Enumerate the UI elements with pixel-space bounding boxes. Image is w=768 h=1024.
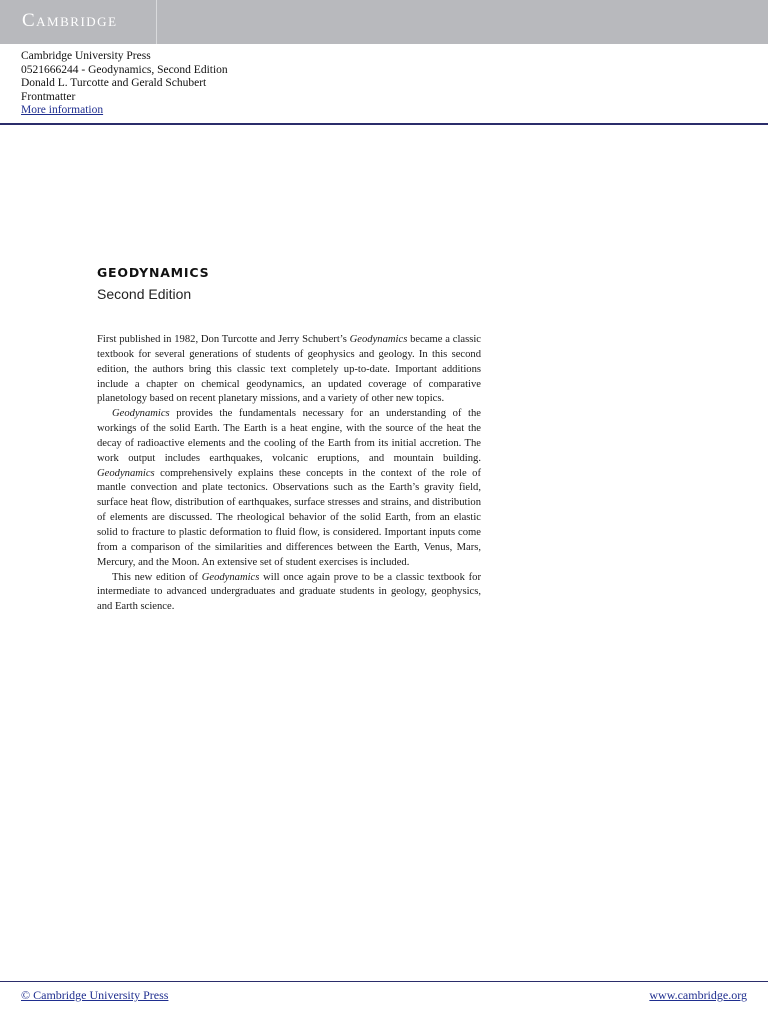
p2-title-italic-2: Geodynamics [97,467,155,479]
p1-text-a: First published in 1982, Don Turcotte and Jerry Schubert’s [97,334,350,345]
isbn-title-line: 0521666244 - Geodynamics, Second Edition [21,63,228,76]
section-line: Frontmatter [21,90,76,103]
header-divider [0,123,768,125]
header-bar [0,0,768,44]
brand-box [0,0,157,44]
p3-text-a: This new edition of [112,571,202,583]
p3-title-italic: Geodynamics [201,571,260,583]
p1-text-b: became a classic textbook for several generations of students of geophysics and geology. In this second edition, the authors bring this classic text completely up-to-date. Important additions include a chapter on chemical geodynamics, an updated coverage of comparative planetology based on recent planetary missions, and a variety of other new topics. [97,334,482,405]
p2-title-italic-1: Geodynamics [112,408,170,420]
paragraph-2 [97,407,481,570]
p1-title-italic: Geodynamics [349,334,408,345]
paragraph-3 [97,571,481,616]
copyright-link[interactable]: © Cambridge University Press [21,988,169,1002]
p3-text-b: will once again prove to be a classic textbook for intermediate to advanced undergraduates and graduate students in geology, geophysics, and Earth science. [97,571,481,613]
website-link[interactable]: www.cambridge.org [649,988,747,1002]
footer-divider [0,981,768,982]
document-meta [21,50,228,118]
p2-text-b: comprehensively explains these concepts in the context of the role of mantle convection and plate tectonics. Observations such as the Earth’s gravity field, surface heat flow, distribution of earthquakes, surface stresses and strains, and distribution of elements are discussed. The rheological behavior of the solid Earth, from an elastic solid to fracture to plastic deformation to fluid flow, is considered. Important inputs come from a comparison of the similarities and differences between the Earth, Venus, Mars, Mercury, and the Moon. An extensive set of student exercises is included. [97,467,481,568]
authors-line: Donald L. Turcotte and Gerald Schubert [21,77,207,89]
p2-text-a: provides the fundamentals necessary for an understanding of the workings of the solid Earth. The Earth is a heat engine, with the source of the heat the decay of radioactive elements and the cooling of the Earth from its initial accretion. The work output includes earthquakes, volcanic eruptions, and mountain building. [97,408,481,464]
more-information-link[interactable]: More information [21,104,104,116]
cambridge-logo: Cambridge [22,10,118,31]
book-subtitle: Second Edition [97,286,192,302]
paragraph-1 [97,333,481,407]
book-title: GEODYNAMICS [97,265,210,280]
description-text [97,333,481,615]
publisher-line: Cambridge University Press [21,50,151,62]
